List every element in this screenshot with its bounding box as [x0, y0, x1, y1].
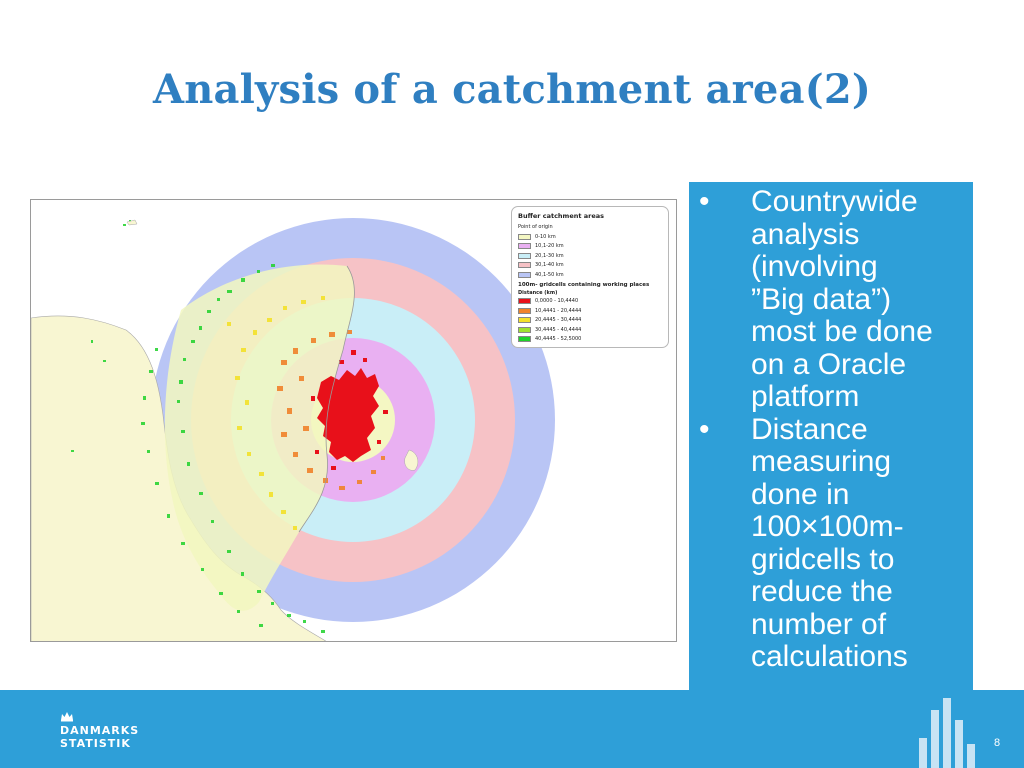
legend-row-label: 0-10 km [535, 233, 556, 240]
crown-icon [60, 710, 74, 722]
legend-row [518, 242, 662, 252]
legend-swatch [518, 272, 531, 278]
bullet-icon: • [699, 412, 710, 446]
legend-row [518, 316, 662, 326]
footer-bar [0, 690, 1024, 768]
legend-row-label: 10,4441 - 20,4444 [535, 307, 582, 314]
legend-row-label: 30,4445 - 40,4444 [535, 326, 582, 333]
bullet-text: Countrywide analysis (involving ”Big data”) most be done on a Oracle platform [751, 185, 933, 413]
legend-row-label: 0,0000 - 10,4440 [535, 298, 579, 305]
bar [919, 738, 927, 768]
logo-line-1: DANMARKS [60, 724, 140, 737]
slide-title: Analysis of a catchment area(2) [153, 66, 871, 113]
legend-row [518, 261, 662, 271]
legend-swatch [518, 308, 531, 314]
bullet-text: Distance measuring done in 100×100m- gridcells to reduce the number of calculations [751, 412, 908, 673]
legend-swatch [518, 234, 531, 240]
legend-row [518, 251, 662, 261]
legend-distance-label: Distance (km) [518, 289, 558, 296]
legend-row-label: 10,1-20 km [535, 243, 564, 250]
legend-grid-rows [518, 297, 662, 345]
legend-buffer-rows [518, 232, 662, 280]
bullet-item [689, 186, 963, 414]
catchment-map [30, 199, 677, 642]
danmarks-statistik-logo [60, 710, 150, 750]
bar [931, 710, 939, 768]
map-legend [511, 206, 669, 348]
bar [955, 720, 963, 768]
logo-line-2: STATISTIK [60, 737, 131, 750]
legend-swatch [518, 253, 531, 259]
legend-swatch [518, 262, 531, 268]
legend-row-label: 30,1-40 km [535, 262, 564, 269]
legend-title: Buffer catchment areas [518, 212, 604, 220]
page-number: 8 [994, 737, 1001, 749]
legend-origin-label: Point of origin [518, 224, 553, 230]
legend-swatch [518, 336, 531, 342]
legend-row-label: 20,4445 - 30,4444 [535, 317, 582, 324]
legend-swatch [518, 327, 531, 333]
legend-row-label: 40,4445 - 52,5000 [535, 336, 582, 343]
legend-row [518, 232, 662, 242]
bullet-panel [689, 182, 973, 690]
bar [967, 744, 975, 768]
bullet-item [689, 414, 963, 674]
legend-row [518, 297, 662, 307]
legend-row [518, 335, 662, 345]
legend-swatch [518, 298, 531, 304]
legend-swatch [518, 243, 531, 249]
legend-row [518, 306, 662, 316]
bullet-icon: • [699, 185, 710, 218]
legend-grid-title: 100m- gridcells containing working places [518, 281, 650, 288]
bar [943, 698, 951, 768]
bar-graphic [919, 690, 979, 768]
legend-swatch [518, 317, 531, 323]
legend-row-label: 40,1-50 km [535, 271, 564, 278]
legend-row-label: 20,1-30 km [535, 252, 564, 259]
legend-row [518, 325, 662, 335]
legend-row [518, 270, 662, 280]
